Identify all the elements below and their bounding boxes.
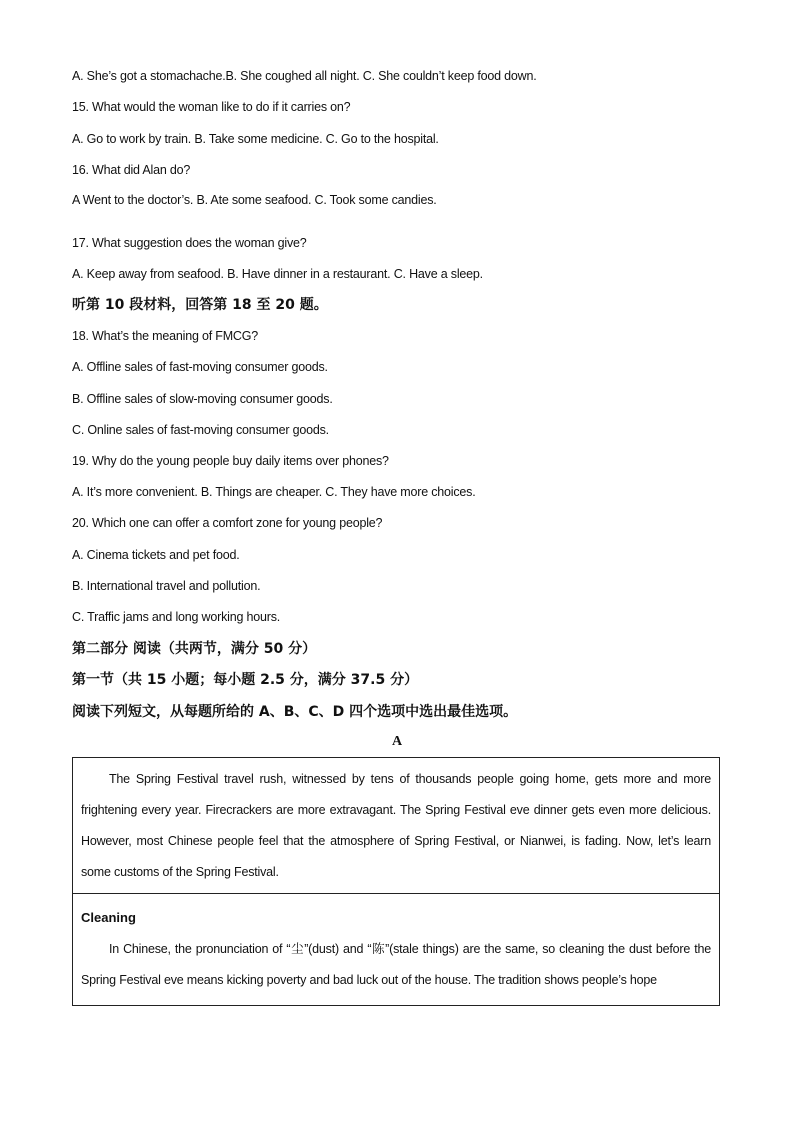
question-20-option-a: A. Cinema tickets and pet food.	[72, 548, 240, 562]
question-18-option-b: B. Offline sales of slow-moving consumer goods.	[72, 392, 333, 406]
cleaning-box	[72, 893, 720, 1006]
question-19: 19. Why do the young people buy daily items over phones?	[72, 454, 389, 468]
instruction-heading: 阅读下列短文，从每题所给的 A、B、C、D 四个选项中选出最佳选项。	[72, 704, 518, 720]
question-16-options: A Went to the doctor’s. B. Ate some seafood. C. Took some candies.	[72, 193, 437, 207]
question-14-options: A. She’s got a stomachache.B. She coughed all night. C. She couldn’t keep food down.	[72, 69, 537, 83]
cleaning-text: In Chinese, the pronunciation of “尘”(dust) and “陈”(stale things) are the same, so cleaning the dust before the Spring Festival eve means kicking poverty and bad luck out of the house. The tradition shows people’s hope	[81, 942, 711, 987]
question-15-options: A. Go to work by train. B. Take some medicine. C. Go to the hospital.	[72, 132, 439, 146]
cleaning-paragraph	[81, 934, 711, 996]
section-1-heading: 第一节（共 15 小题；每小题 2.5 分，满分 37.5 分）	[72, 672, 419, 688]
part-2-heading: 第二部分 阅读（共两节，满分 50 分）	[72, 641, 317, 657]
question-18-option-a: A. Offline sales of fast-moving consumer goods.	[72, 360, 328, 374]
question-16: 16. What did Alan do?	[72, 163, 191, 177]
passage-title: A	[391, 734, 403, 749]
question-15: 15. What would the woman like to do if it carries on?	[72, 100, 351, 114]
passage-intro-text: The Spring Festival travel rush, witnessed by tens of thousands people going home, gets more and more frightening every year. Firecrackers are more extravagant. The Spring Festival eve dinner gets even more delicious. However, most Chinese people feel that the atmosphere of Spring Festival, or Nianwei, is fading. Now, let’s learn some customs of the Spring Festival.	[81, 772, 711, 879]
passage-intro-box	[72, 757, 720, 894]
passage-intro-paragraph	[81, 764, 711, 888]
question-17-options: A. Keep away from seafood. B. Have dinner in a restaurant. C. Have a sleep.	[72, 267, 483, 281]
question-18: 18. What’s the meaning of FMCG?	[72, 329, 259, 343]
question-18-option-c: C. Online sales of fast-moving consumer goods.	[72, 423, 329, 437]
question-19-options: A. It’s more convenient. B. Things are cheaper. C. They have more choices.	[72, 485, 476, 499]
question-17: 17. What suggestion does the woman give?	[72, 236, 307, 250]
question-20-option-b: B. International travel and pollution.	[72, 579, 261, 593]
cleaning-title: Cleaning	[81, 910, 136, 925]
question-20: 20. Which one can offer a comfort zone for young people?	[72, 516, 383, 530]
question-20-option-c: C. Traffic jams and long working hours.	[72, 610, 281, 624]
section-10-heading: 听第 10 段材料，回答第 18 至 20 题。	[72, 297, 328, 313]
